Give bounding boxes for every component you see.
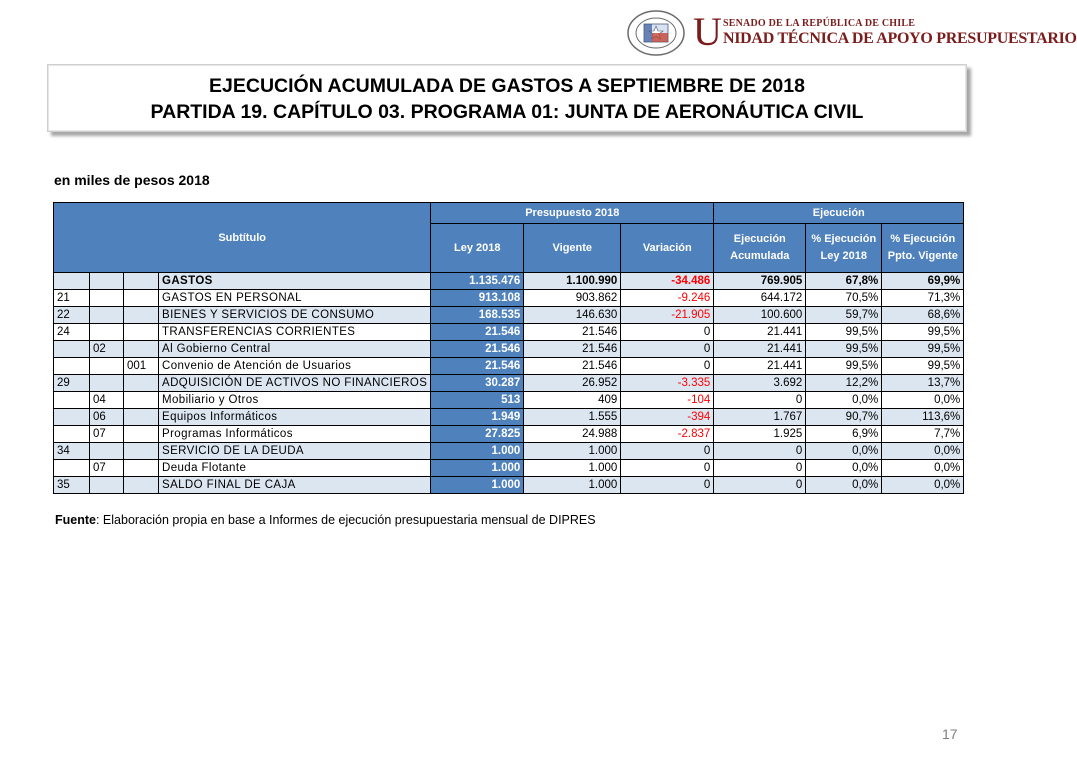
row-variacion: -2.837	[621, 426, 714, 443]
header-presupuesto: Presupuesto 2018	[431, 203, 714, 224]
row-pct-ley: 99,5%	[806, 324, 882, 341]
row-pct-vigente: 69,9%	[882, 273, 964, 290]
row-code-item: 02	[90, 341, 124, 358]
row-ley: 513	[431, 392, 524, 409]
table-row	[54, 307, 964, 324]
row-pct-ley: 6,9%	[806, 426, 882, 443]
row-pct-ley: 70,5%	[806, 290, 882, 307]
row-ejecucion: 21.441	[714, 324, 806, 341]
row-variacion: -394	[621, 409, 714, 426]
row-variacion: -21.905	[621, 307, 714, 324]
row-pct-ley: 99,5%	[806, 341, 882, 358]
header-pct-vig-line1: % Ejecución	[890, 233, 956, 245]
row-vigente: 1.555	[524, 409, 621, 426]
row-label: GASTOS	[159, 273, 431, 290]
row-vigente: 26.952	[524, 375, 621, 392]
row-pct-ley: 0,0%	[806, 460, 882, 477]
header-ejecucion-acumulada	[714, 224, 806, 273]
row-code-item	[90, 443, 124, 460]
units-label: en miles de pesos 2018	[54, 172, 210, 188]
header-pct-ley	[806, 224, 882, 273]
row-pct-vigente: 13,7%	[882, 375, 964, 392]
row-pct-ley: 59,7%	[806, 307, 882, 324]
row-code-asignacion	[124, 477, 159, 494]
row-code-subtitulo	[54, 273, 90, 290]
header-ley: Ley 2018	[431, 224, 524, 273]
row-ejecucion: 1.925	[714, 426, 806, 443]
row-code-item	[90, 273, 124, 290]
row-code-asignacion	[124, 443, 159, 460]
row-vigente: 1.100.990	[524, 273, 621, 290]
row-ejecucion: 3.692	[714, 375, 806, 392]
row-code-subtitulo	[54, 358, 90, 375]
header-ejecucion: Ejecución	[714, 203, 964, 224]
table-row	[54, 273, 964, 290]
row-label: TRANSFERENCIAS CORRIENTES	[159, 324, 431, 341]
row-variacion: 0	[621, 443, 714, 460]
row-label: Programas Informáticos	[159, 426, 431, 443]
row-code-subtitulo: 24	[54, 324, 90, 341]
row-ley: 27.825	[431, 426, 524, 443]
row-label: Al Gobierno Central	[159, 341, 431, 358]
row-code-item: 07	[90, 460, 124, 477]
row-pct-ley: 67,8%	[806, 273, 882, 290]
source-text: : Elaboración propia en base a Informes de ejecución presupuestaria mensual de DIPRES	[95, 513, 596, 527]
row-variacion: 0	[621, 460, 714, 477]
row-pct-vigente: 0,0%	[882, 460, 964, 477]
row-ejecucion: 0	[714, 443, 806, 460]
row-pct-vigente: 71,3%	[882, 290, 964, 307]
source-label: Fuente	[55, 513, 96, 527]
row-vigente: 21.546	[524, 324, 621, 341]
row-pct-ley: 99,5%	[806, 358, 882, 375]
row-ley: 21.546	[431, 324, 524, 341]
row-ejecucion: 0	[714, 477, 806, 494]
row-variacion: -34.486	[621, 273, 714, 290]
row-vigente: 1.000	[524, 443, 621, 460]
table-row	[54, 290, 964, 307]
page-subtitle: PARTIDA 19. CAPÍTULO 03. PROGRAMA 01: JUNTA DE AERONÁUTICA CIVIL	[150, 101, 864, 123]
row-pct-ley: 12,2%	[806, 375, 882, 392]
row-code-item	[90, 375, 124, 392]
row-label: ADQUISICIÓN DE ACTIVOS NO FINANCIEROS	[159, 375, 431, 392]
table-row	[54, 324, 964, 341]
table-row	[54, 443, 964, 460]
row-code-subtitulo	[54, 341, 90, 358]
header-ejec-acum-line1: Ejecución	[733, 233, 786, 245]
table-row	[54, 460, 964, 477]
row-code-asignacion	[124, 290, 159, 307]
row-code-asignacion	[124, 307, 159, 324]
row-pct-vigente: 7,7%	[882, 426, 964, 443]
row-ejecucion: 21.441	[714, 358, 806, 375]
row-code-subtitulo	[54, 460, 90, 477]
header-subtitulo: Subtítulo	[54, 203, 431, 273]
row-pct-vigente: 68,6%	[882, 307, 964, 324]
row-ejecucion: 1.767	[714, 409, 806, 426]
table-row	[54, 392, 964, 409]
logo-senate-text: SENADO DE LA REPÚBLICA DE CHILE	[723, 18, 916, 29]
row-label: GASTOS EN PERSONAL	[159, 290, 431, 307]
row-code-subtitulo	[54, 392, 90, 409]
senate-seal-icon	[627, 10, 685, 56]
row-code-item: 06	[90, 409, 124, 426]
row-code-subtitulo: 21	[54, 290, 90, 307]
row-ejecucion: 21.441	[714, 341, 806, 358]
row-pct-vigente: 113,6%	[882, 409, 964, 426]
row-ley: 21.546	[431, 358, 524, 375]
row-code-item	[90, 477, 124, 494]
row-code-item	[90, 290, 124, 307]
header-pct-ley-line1: % Ejecución	[811, 233, 877, 245]
row-pct-vigente: 99,5%	[882, 358, 964, 375]
header-variacion: Variación	[621, 224, 714, 273]
row-code-subtitulo: 35	[54, 477, 90, 494]
row-ejecucion: 0	[714, 460, 806, 477]
row-vigente: 1.000	[524, 460, 621, 477]
header-pct-vigente	[882, 224, 964, 273]
row-pct-ley: 0,0%	[806, 477, 882, 494]
row-label: Convenio de Atención de Usuarios	[159, 358, 431, 375]
row-code-item	[90, 307, 124, 324]
row-vigente: 24.988	[524, 426, 621, 443]
row-ejecucion: 0	[714, 392, 806, 409]
row-code-asignacion	[124, 341, 159, 358]
row-variacion: -104	[621, 392, 714, 409]
row-label: Mobiliario y Otros	[159, 392, 431, 409]
row-label: Deuda Flotante	[159, 460, 431, 477]
table-row	[54, 375, 964, 392]
row-code-asignacion: 001	[124, 358, 159, 375]
row-ejecucion: 644.172	[714, 290, 806, 307]
logo-unit-text: NIDAD TÉCNICA DE APOYO PRESUPUESTARIO	[723, 30, 1077, 47]
row-code-subtitulo: 29	[54, 375, 90, 392]
table-row	[54, 477, 964, 494]
header-ejec-acum-line2: Acumulada	[730, 250, 790, 262]
row-code-subtitulo: 22	[54, 307, 90, 324]
row-variacion: 0	[621, 477, 714, 494]
row-pct-ley: 0,0%	[806, 392, 882, 409]
row-pct-ley: 0,0%	[806, 443, 882, 460]
row-vigente: 21.546	[524, 358, 621, 375]
source-note	[55, 513, 596, 527]
row-variacion: 0	[621, 324, 714, 341]
row-code-subtitulo: 34	[54, 443, 90, 460]
row-ley: 1.000	[431, 460, 524, 477]
row-pct-vigente: 0,0%	[882, 443, 964, 460]
row-ley: 1.000	[431, 477, 524, 494]
budget-table	[53, 202, 964, 494]
row-ley: 913.108	[431, 290, 524, 307]
row-vigente: 21.546	[524, 341, 621, 358]
row-code-asignacion	[124, 392, 159, 409]
page-number: 17	[942, 726, 958, 742]
row-variacion: 0	[621, 358, 714, 375]
header-vigente: Vigente	[524, 224, 621, 273]
row-code-subtitulo	[54, 426, 90, 443]
table-row	[54, 426, 964, 443]
row-label: Equipos Informáticos	[159, 409, 431, 426]
row-variacion: -9.246	[621, 290, 714, 307]
row-code-item	[90, 358, 124, 375]
header-pct-vig-line2: Ppto. Vigente	[887, 250, 958, 262]
table-row	[54, 409, 964, 426]
row-pct-vigente: 0,0%	[882, 477, 964, 494]
table-row	[54, 341, 964, 358]
row-variacion: 0	[621, 341, 714, 358]
row-code-asignacion	[124, 375, 159, 392]
row-code-asignacion	[124, 324, 159, 341]
row-vigente: 409	[524, 392, 621, 409]
page-title: EJECUCIÓN ACUMULADA DE GASTOS A SEPTIEMBRE DE 2018	[209, 75, 805, 97]
row-code-item: 07	[90, 426, 124, 443]
row-ley: 21.546	[431, 341, 524, 358]
row-vigente: 1.000	[524, 477, 621, 494]
row-ley: 30.287	[431, 375, 524, 392]
row-vigente: 146.630	[524, 307, 621, 324]
row-ley: 1.135.476	[431, 273, 524, 290]
row-pct-vigente: 0,0%	[882, 392, 964, 409]
row-label: SERVICIO DE LA DEUDA	[159, 443, 431, 460]
row-label: BIENES Y SERVICIOS DE CONSUMO	[159, 307, 431, 324]
row-code-subtitulo	[54, 409, 90, 426]
senate-logo	[627, 9, 1077, 60]
row-ejecucion: 769.905	[714, 273, 806, 290]
row-label: SALDO FINAL DE CAJA	[159, 477, 431, 494]
table-row	[54, 358, 964, 375]
row-code-asignacion	[124, 426, 159, 443]
row-ley: 1.949	[431, 409, 524, 426]
row-pct-vigente: 99,5%	[882, 341, 964, 358]
row-variacion: -3.335	[621, 375, 714, 392]
row-code-asignacion	[124, 460, 159, 477]
row-pct-vigente: 99,5%	[882, 324, 964, 341]
row-code-asignacion	[124, 409, 159, 426]
logo-initial: U	[693, 9, 722, 54]
row-ley: 168.535	[431, 307, 524, 324]
row-code-item: 04	[90, 392, 124, 409]
row-ley: 1.000	[431, 443, 524, 460]
row-vigente: 903.862	[524, 290, 621, 307]
row-code-asignacion	[124, 273, 159, 290]
row-pct-ley: 90,7%	[806, 409, 882, 426]
row-code-item	[90, 324, 124, 341]
row-ejecucion: 100.600	[714, 307, 806, 324]
title-box	[47, 64, 967, 132]
header-pct-ley-line2: Ley 2018	[820, 250, 868, 262]
